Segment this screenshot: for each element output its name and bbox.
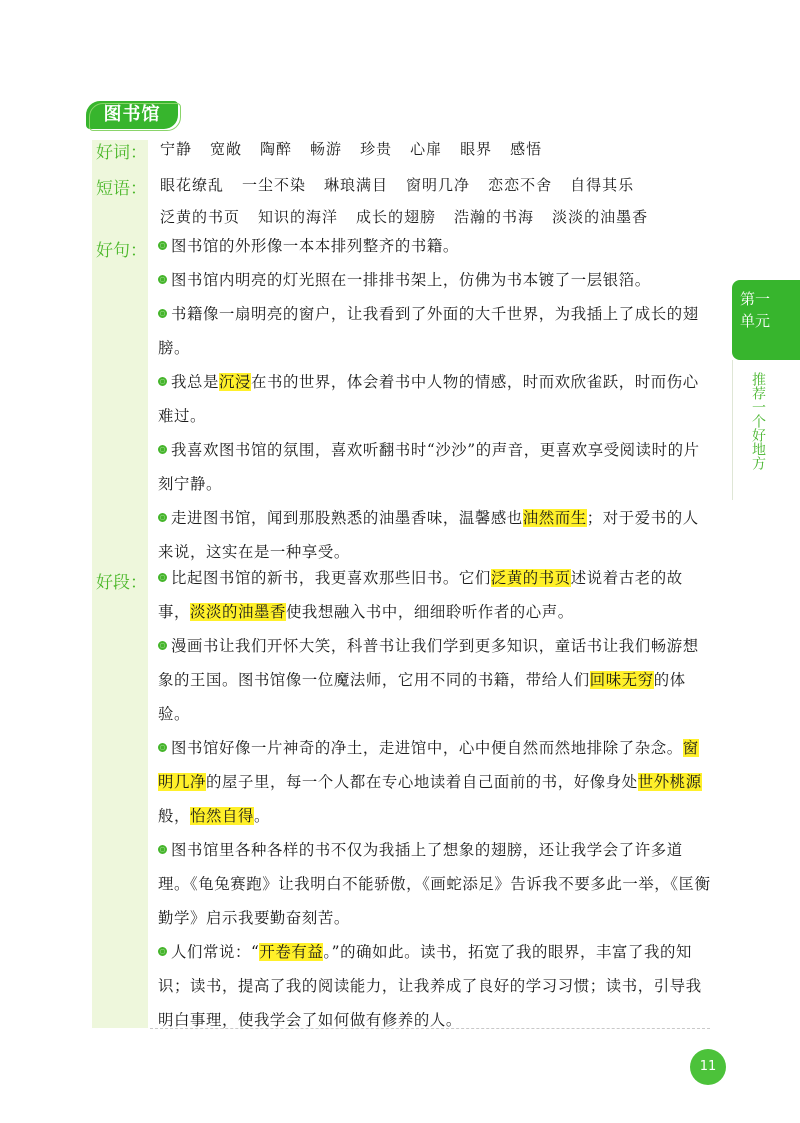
bullet-icon xyxy=(158,743,167,752)
highlight: 沉浸 xyxy=(218,373,251,391)
phrase-item: 知识的海洋 xyxy=(258,208,339,226)
bullet-icon xyxy=(158,377,167,386)
paragraph-item: 图书馆里各种各样的书不仅为我插上了想象的翅膀，还让我学会了许多道理。《龟兔赛跑》让我明白不能骄傲，《画蛇添足》告诉我不要多此一举，《匡衡勤学》启示我要勤奋刻苦。 xyxy=(158,841,711,927)
bullet-icon xyxy=(158,947,167,956)
word-item: 畅游 xyxy=(310,140,343,158)
bullet-icon xyxy=(158,445,167,454)
sentence-item: 我总是沉浸在书的世界，体会着书中人物的情感，时而欢欣雀跃，时而伤心难过。 xyxy=(158,373,699,425)
highlight: 回味无穷 xyxy=(589,671,654,689)
phrases-line-1 xyxy=(160,174,634,195)
section-title: 图书馆 xyxy=(86,101,178,129)
sentence-item: 图书馆内明亮的灯光照在一排排书架上，仿佛为书本镀了一层银箔。 xyxy=(158,263,713,297)
bullet-icon xyxy=(158,513,167,522)
bullet-icon xyxy=(158,275,167,284)
word-item: 感悟 xyxy=(510,140,543,158)
unit-side-strip xyxy=(732,360,800,500)
sentence-item: 走进图书馆，闻到那股熟悉的油墨香味，温馨感也油然而生；对于爱书的人来说，这实在是一种享受。 xyxy=(158,509,699,561)
phrase-item: 窗明几净 xyxy=(406,176,471,194)
phrases-label: 短语： xyxy=(96,179,147,199)
word-item: 眼界 xyxy=(460,140,493,158)
phrase-item: 成长的翅膀 xyxy=(356,208,437,226)
phrase-item: 浩瀚的书海 xyxy=(454,208,535,226)
unit-label-line1: 第一 xyxy=(740,290,771,308)
bullet-icon xyxy=(158,641,167,650)
word-item: 宁静 xyxy=(160,140,193,158)
word-item: 陶醉 xyxy=(260,140,293,158)
unit-subtitle: 推荐一个好地方 xyxy=(750,372,766,470)
paragraph-item: 比起图书馆的新书，我更喜欢那些旧书。它们泛黄的书页述说着古老的故事，淡淡的油墨香使我想融入书中，细细聆听作者的心声。 xyxy=(158,569,683,621)
highlight: 怡然自得 xyxy=(189,807,254,825)
good-words-label: 好词： xyxy=(96,143,147,163)
highlight: 开卷有益 xyxy=(259,943,324,961)
unit-tab xyxy=(732,280,800,360)
sentence-item: 图书馆的外形像一本本排列整齐的书籍。 xyxy=(158,229,713,263)
phrase-item: 自得其乐 xyxy=(570,176,635,194)
highlight: 油然而生 xyxy=(522,509,587,527)
phrases-line-2 xyxy=(160,206,648,227)
highlight: 淡淡的油墨香 xyxy=(189,603,286,621)
bullet-icon xyxy=(158,309,167,318)
paragraph-item: 漫画书让我们开怀大笑，科普书让我们学到更多知识，童话书让我们畅游想象的王国。图书馆像一位魔法师，它用不同的书籍，带给人们回味无穷的体验。 xyxy=(158,637,699,723)
bullet-icon xyxy=(158,845,167,854)
good-sentences-label: 好句： xyxy=(96,241,147,261)
sentence-item: 书籍像一扇明亮的窗户，让我看到了外面的大千世界，为我插上了成长的翅膀。 xyxy=(158,305,699,357)
phrase-item: 恋恋不舍 xyxy=(488,176,553,194)
word-item: 珍贵 xyxy=(360,140,393,158)
word-item: 心扉 xyxy=(410,140,443,158)
highlight: 世外桃源 xyxy=(637,773,702,791)
phrase-item: 一尘不染 xyxy=(242,176,307,194)
phrase-item: 琳琅满目 xyxy=(324,176,389,194)
word-item: 宽敞 xyxy=(210,140,243,158)
page-number: 11 xyxy=(690,1049,726,1085)
unit-label-line2: 单元 xyxy=(740,312,771,330)
paragraph-item: 图书馆好像一片神奇的净土，走进馆中，心中便自然而然地排除了杂念。窗明几净的屋子里，每一个人都在专心地读着自己面前的书，好像身处世外桃源般，怡然自得。 xyxy=(158,739,702,825)
highlight: 泛黄的书页 xyxy=(490,569,571,587)
phrase-item: 淡淡的油墨香 xyxy=(552,208,649,226)
phrase-item: 眼花缭乱 xyxy=(160,176,225,194)
highlight: 窗明几净 xyxy=(158,739,699,791)
phrase-item: 泛黄的书页 xyxy=(160,208,241,226)
paragraph-item: 人们常说：“开卷有益。”的确如此。读书，拓宽了我的眼界，丰富了我的知识；读书，提高了我的阅读能力，让我养成了良好的学习习惯；读书，引导我明白事理，使我学会了如何做有修养的人。 xyxy=(158,943,702,1029)
good-paragraphs-label: 好段： xyxy=(96,573,147,593)
good-words-list xyxy=(160,138,542,159)
sentence-item: 我喜欢图书馆的氛围，喜欢听翻书时“沙沙”的声音，更喜欢享受阅读时的片刻宁静。 xyxy=(158,441,700,493)
bullet-icon xyxy=(158,241,167,250)
bullet-icon xyxy=(158,573,167,582)
